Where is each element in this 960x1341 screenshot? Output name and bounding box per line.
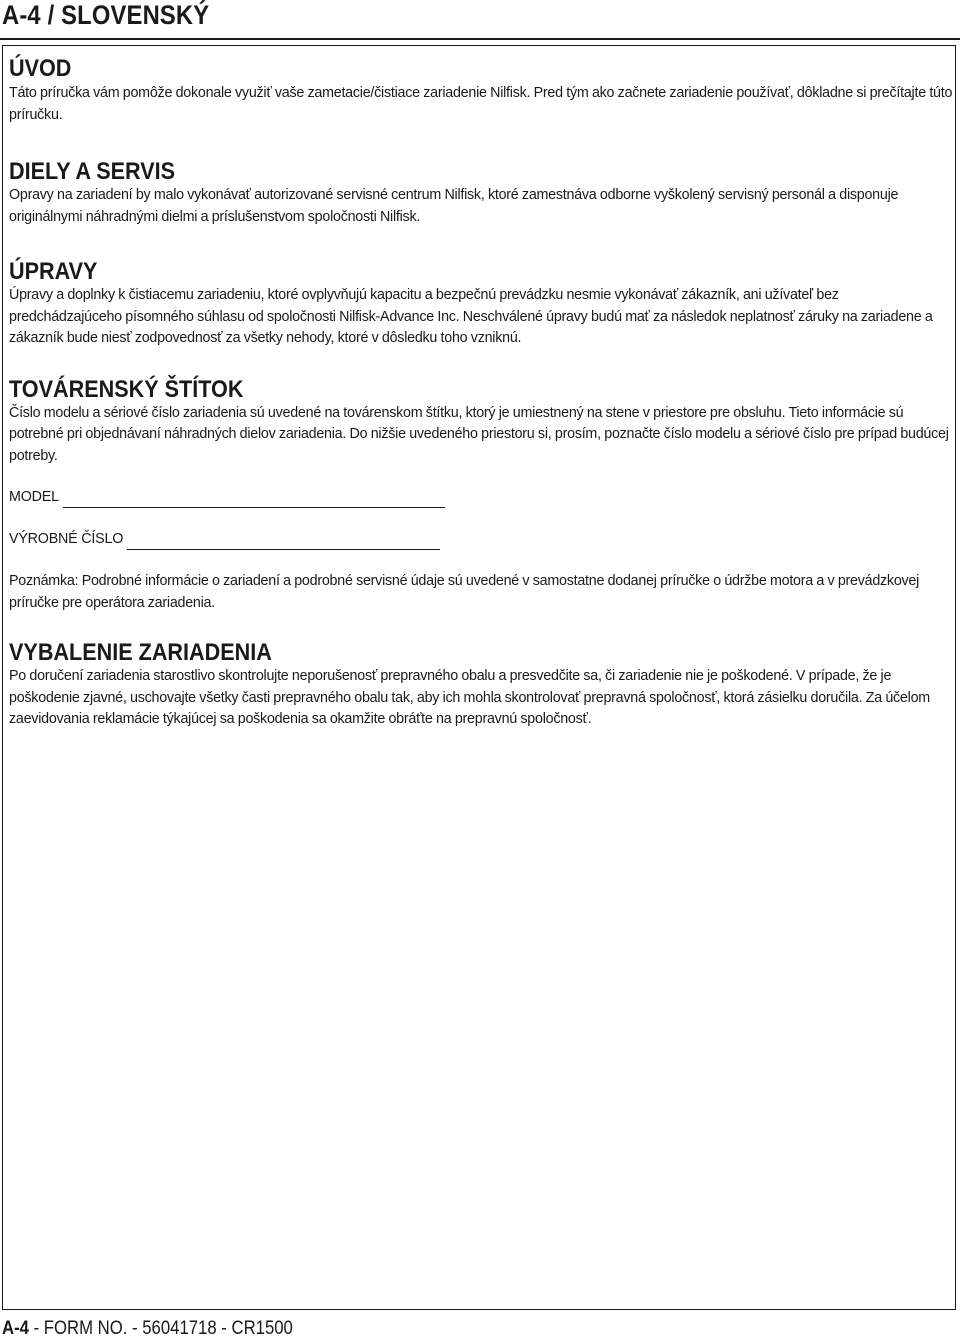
footer-form-number: - FORM NO. - 56041718 - CR1500 <box>28 1318 293 1339</box>
model-line <box>63 492 445 508</box>
page-footer <box>2 1317 293 1341</box>
section-stitok <box>9 377 953 615</box>
model-field <box>9 487 953 508</box>
section-heading: ÚPRAVY <box>9 258 98 285</box>
page-title: A-4 / SLOVENSKÝ <box>2 0 210 30</box>
section-text: Úpravy a doplnky k čistiacemu zariadeniu, ktoré ovplyvňujú kapacitu a bezpečnú prevádzku nesmie vykonávať zákazník, ani užívateľ bez predchádzajúceho písomného súhlasu od spoločnosti Nilfisk-Advance Inc. Neschválené úpravy budú mať za následok neplatnosť záruky na zariadene a zákazník bude niesť zodpovednosť za všetky nehody, ktoré v dôsledku toho vzniknú. <box>9 287 933 346</box>
section-text: Číslo modelu a sériové číslo zariadenia sú uvedené na továrenskom štítku, ktorý je umiestnený na stene v priestore pre obsluhu. Tieto informácie sú potrebné pri objednávaní náhradných dielov zariadenia. Do nižšie uvedeného priestoru si, prosím, poznačte číslo modelu a sériové číslo pre prípad budúcej potreby. <box>9 404 949 464</box>
section-diely <box>9 159 953 228</box>
serial-label: VÝROBNÉ ČÍSLO <box>9 531 124 547</box>
section-heading: ÚVOD <box>9 55 72 82</box>
section-text: Opravy na zariadení by malo vykonávať autorizované servisné centrum Nilfisk, ktoré zamestnáva odborne vyškolený servisný personál a disponuje originálnymi náhradnými dielmi a príslušenstvom spoločnosti Nilfisk. <box>9 187 899 225</box>
model-label: MODEL <box>9 489 59 505</box>
section-heading: VYBALENIE ZARIADENIA <box>9 639 272 666</box>
section-heading: TOVÁRENSKÝ ŠTÍTOK <box>9 375 244 403</box>
serial-field <box>9 529 953 550</box>
serial-line <box>127 534 440 550</box>
footer-page-number: A-4 <box>2 1318 29 1339</box>
section-upravy <box>9 259 953 350</box>
content <box>9 56 953 731</box>
section-heading: DIELY A SERVIS <box>9 158 176 185</box>
header-rule <box>0 38 960 40</box>
note-text: Poznámka: Podrobné informácie o zariadení a podrobné servisné údaje sú uvedené v samostatne dodanej príručke o údržbe motora a v prevádzkovej príručke pre operátora zariadenia. <box>9 573 920 611</box>
section-text: Táto príručka vám pomôže dokonale využiť vaše zametacie/čistiace zariadenie Nilfisk. Pred tým ako začnete zariadenie používať, dôkladne si prečítajte túto príručku. <box>9 85 953 123</box>
section-vybalenie <box>9 640 953 731</box>
section-uvod <box>9 56 953 126</box>
section-text: Po doručení zariadenia starostlivo skontrolujte neporušenosť prepravného obalu a presvedčite sa, či zariadenie nie je poškodené. V prípade, že je poškodenie zjavné, uschovajte všetky časti prepravného obalu tak, aby ich mohla skontrolovať prepravná spoločnosť, ktorá zásielku doručila. Za účelom zaevidovania reklamácie týkajúcej sa poškodenia sa okamžite obráťte na prepravnú spoločnosť. <box>9 668 930 727</box>
page-header <box>0 0 960 40</box>
